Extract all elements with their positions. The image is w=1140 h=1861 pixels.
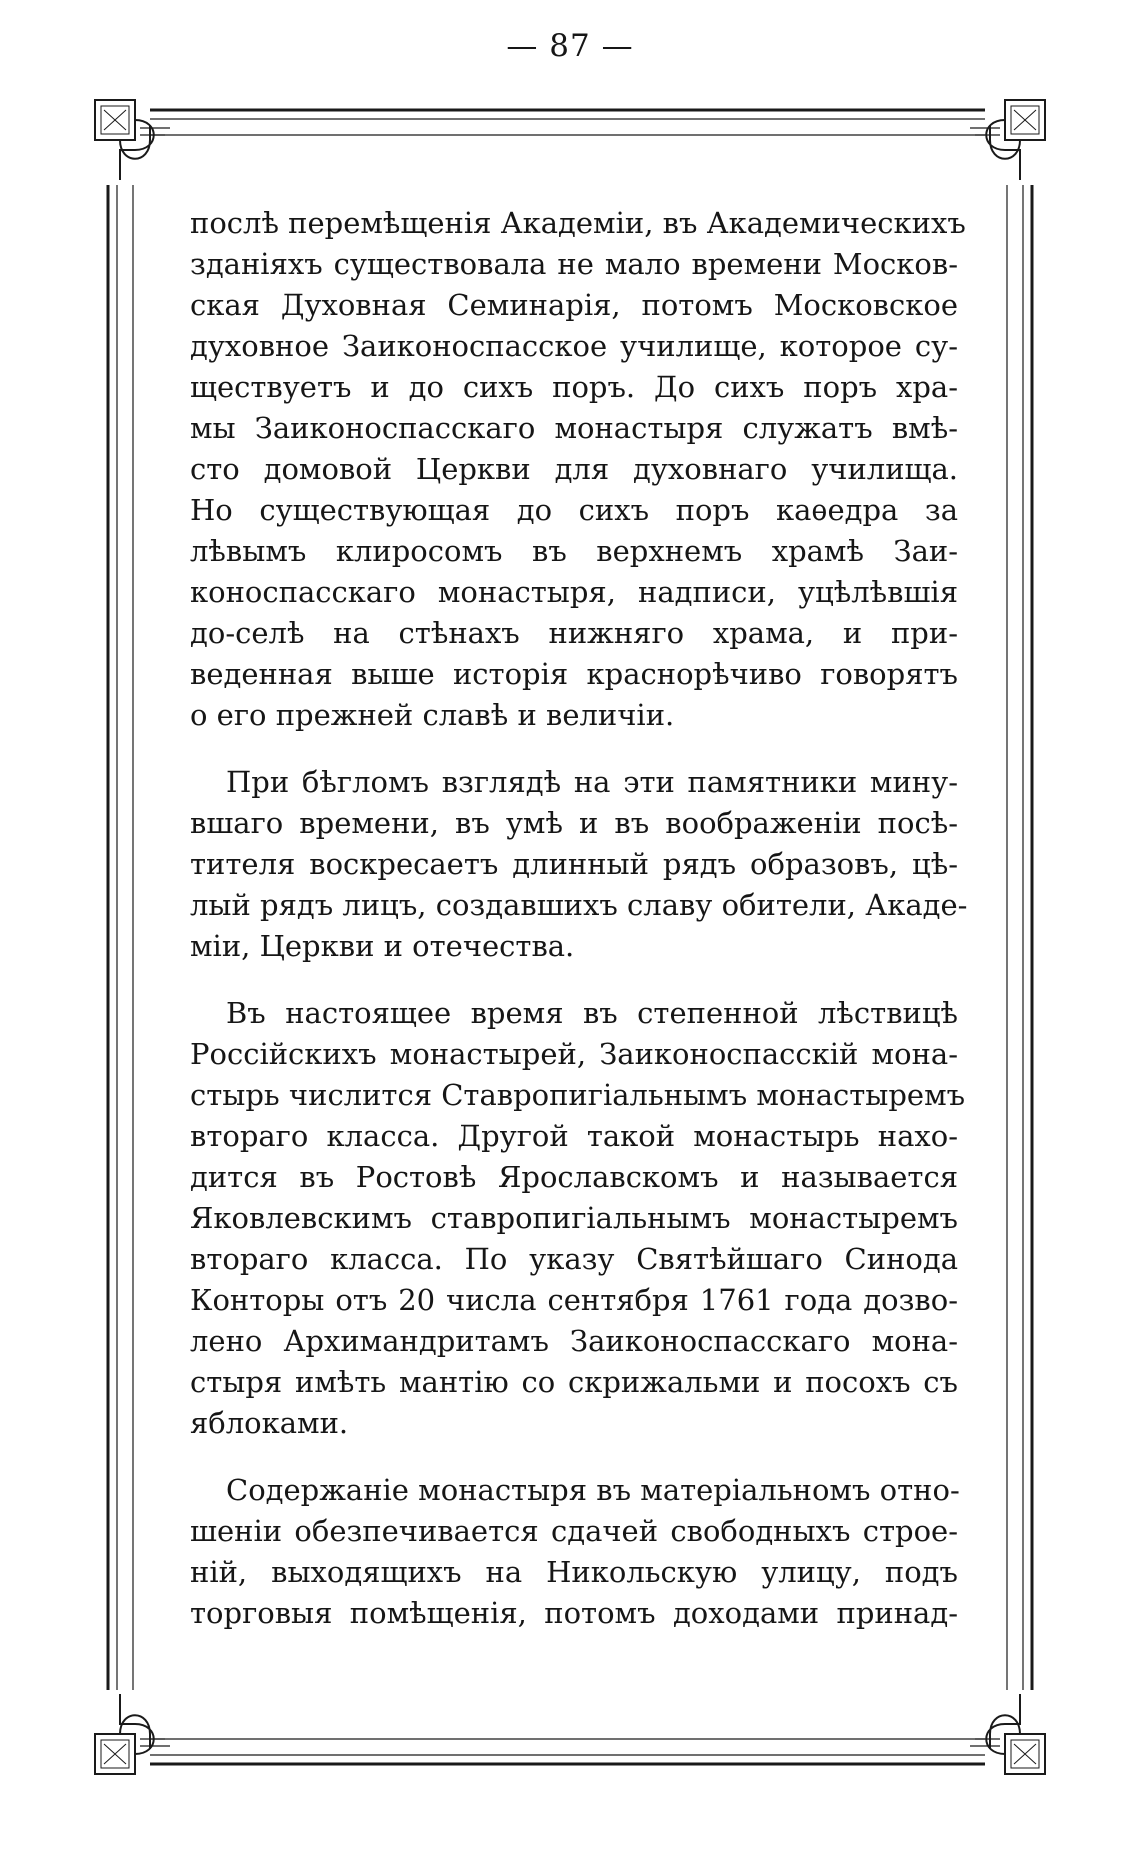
paragraph-1 — [190, 203, 966, 736]
text-line: Содержаніе монастыря въ матеріальномъ отно- — [226, 1473, 960, 1507]
text-line: Въ настоящее время въ степенной лѣствицѣ — [226, 996, 958, 1030]
text-line: ществуетъ и до сихъ поръ. До сихъ поръ хра- — [190, 370, 958, 404]
text-line: шеніи обезпечивается сдачей свободныхъ строе- — [190, 1514, 958, 1548]
text-line: о его прежней славѣ и величіи. — [190, 698, 675, 732]
corner-ornament-bottom-right — [970, 1694, 1045, 1774]
text-line: втораго класса. Другой такой монастырь нахо- — [190, 1119, 958, 1153]
text-line: Яковлевскимъ ставропигіальнымъ монастыремъ — [190, 1201, 958, 1235]
text-line: дится въ Ростовѣ Ярославскомъ и называется — [190, 1160, 958, 1194]
text-line: до-селѣ на стѣнахъ нижняго храма, и при- — [190, 616, 958, 650]
text-line: коноспасскаго монастыря, надписи, уцѣлѣвшія — [190, 575, 958, 609]
text-line: тителя воскресаетъ длинный рядъ образовъ, цѣ- — [190, 847, 958, 881]
paragraph-2 — [190, 762, 968, 967]
text-line: лено Архимандритамъ Заиконоспасскаго мона- — [190, 1324, 958, 1358]
text-line: зданіяхъ существовала не мало времени Москов- — [190, 247, 958, 281]
text-line: сто домовой Церкви для духовнаго училища. — [190, 452, 958, 486]
text-line: Но существующая до сихъ поръ каѳедра за — [190, 493, 958, 527]
text-line: мы Заиконоспасскаго монастыря служатъ вмѣ- — [190, 411, 958, 445]
text-line: торговыя помѣщенія, потомъ доходами принад- — [190, 1596, 958, 1630]
text-line: стыря имѣть мантію со скрижальми и посохъ съ — [190, 1365, 958, 1399]
corner-ornament-top-right — [970, 100, 1045, 180]
text-line: міи, Церкви и отечества. — [190, 929, 575, 963]
text-line: духовное Заиконоспасское училище, которое су- — [190, 329, 958, 363]
text-line: Россійскихъ монастырей, Заиконоспасскій мона- — [190, 1037, 958, 1071]
text-line: Конторы отъ 20 числа сентября 1761 года дозво- — [190, 1283, 958, 1317]
text-line: ская Духовная Семинарія, потомъ Московское — [190, 288, 958, 322]
text-line: лѣвымъ клиросомъ въ верхнемъ храмѣ Заи- — [190, 534, 958, 568]
page-number: — 87 — — [506, 28, 634, 64]
text-line: вшаго времени, въ умѣ и въ воображеніи посѣ- — [190, 806, 958, 840]
text-line: стырь числится Ставропигіальнымъ монастыремъ — [190, 1078, 966, 1112]
text-line: ній, выходящихъ на Никольскую улицу, подъ — [190, 1555, 958, 1589]
corner-ornament-top-left — [95, 100, 170, 180]
text-line: При бѣгломъ взглядѣ на эти памятники мину- — [226, 765, 958, 799]
text-line: веденная выше исторія краснорѣчиво говорятъ — [190, 657, 958, 691]
text-line: лый рядъ лицъ, создавшихъ славу обители, Акаде- — [190, 888, 968, 922]
paragraph-4 — [190, 1470, 958, 1634]
page-body-text — [190, 203, 968, 1634]
paragraph-3 — [190, 993, 966, 1444]
text-line: втораго класса. По указу Святѣйшаго Синода — [190, 1242, 958, 1276]
text-line: яблоками. — [190, 1406, 349, 1440]
text-line: послѣ перемѣщенія Академіи, въ Академическихъ — [190, 206, 966, 240]
corner-ornament-bottom-left — [95, 1694, 170, 1774]
